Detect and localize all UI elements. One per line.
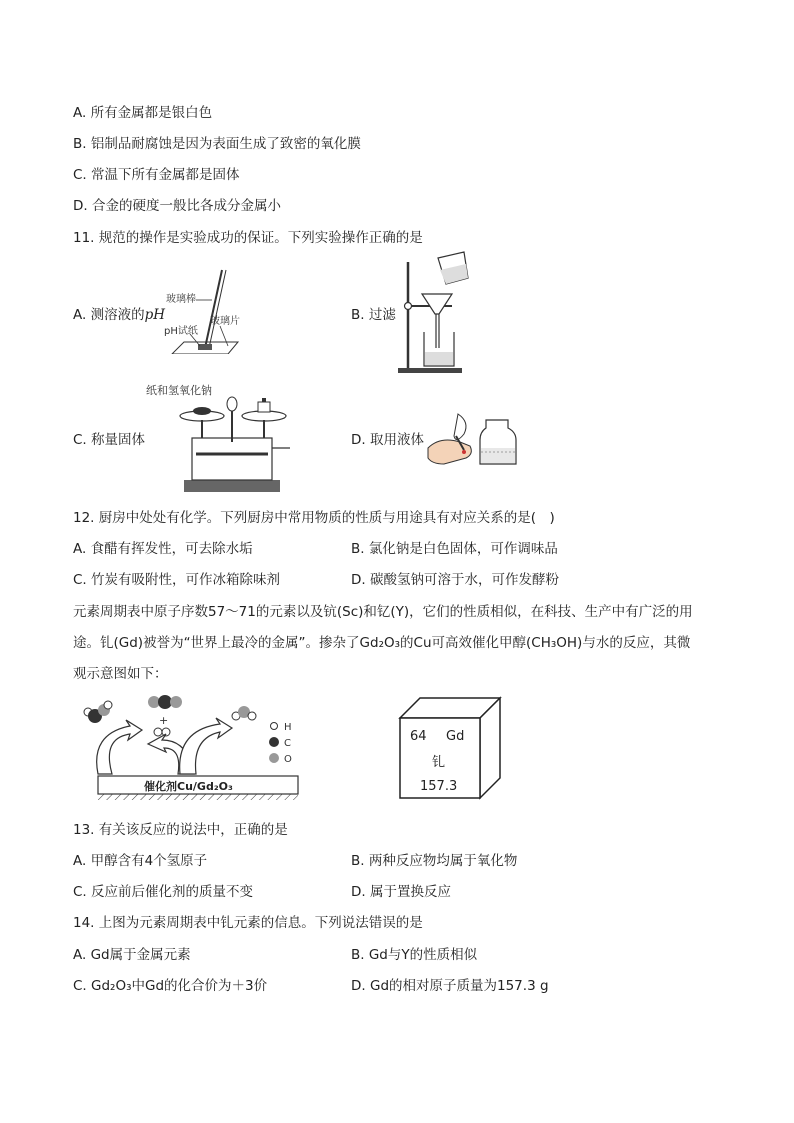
droplet	[462, 450, 466, 454]
q11-option-c: C. 称量固体	[73, 432, 146, 448]
atomic-number: 64	[410, 729, 427, 744]
clamp-screw	[405, 303, 412, 310]
balance-figure	[144, 380, 294, 496]
balance-knob	[227, 397, 237, 411]
balance-caption: 纸和氢氧化钠	[146, 384, 212, 397]
passage-line-2: 途。钆(Gd)被誉为“世界上最冷的金属”。掺杂了Gd₂O₃的Cu可高效催化甲醇(CH₃OH)与水的反应，其微	[73, 635, 691, 651]
legend-c-marker	[269, 737, 279, 747]
q13-option-d: D. 属于置换反应	[351, 884, 451, 900]
glass-rod	[205, 270, 222, 348]
q11-option-a	[73, 306, 165, 324]
filtrate	[425, 352, 453, 365]
q14-option-a: A. Gd属于金属元素	[73, 947, 191, 963]
hydrogen-molecule	[154, 728, 170, 736]
methanol-molecule	[84, 701, 112, 723]
q12-option-a: A. 食醋有挥发性，可去除水垢	[73, 541, 253, 557]
q14-option-d: D. Gd的相对原子质量为157.3 g	[351, 978, 549, 994]
catalyst-label: 催化剂Cu/Gd₂O₃	[144, 780, 233, 793]
water-molecule	[232, 706, 256, 720]
legend-c: C	[284, 738, 291, 749]
liquid-figure	[426, 408, 522, 468]
passage-line-1: 元素周期表中原子序数57～71的元素以及钪(Sc)和钇(Y)，它们的性质相似，在科技、生产中有广泛的用	[73, 604, 693, 620]
arrow-in-water	[180, 718, 232, 774]
legend-h-marker	[271, 723, 278, 730]
q14-stem: 14. 上图为元素周期表中钆元素的信息。下列说法错误的是	[73, 915, 423, 931]
reaction-diagram	[70, 692, 310, 802]
q12-option-b: B. 氯化钠是白色固体，可作调味品	[351, 541, 558, 557]
q11-option-a-ph: pH	[144, 307, 166, 323]
dropper-bulb	[454, 414, 466, 440]
element-name: 钆	[432, 755, 446, 770]
q12-option-c: C. 竹炭有吸附性，可作冰箱除味剂	[73, 572, 281, 588]
atomic-mass: 157.3	[420, 779, 458, 794]
q10-option-d: D. 合金的硬度一般比各成分金属小	[73, 198, 281, 214]
plate-pointer	[220, 326, 228, 346]
balance-body	[192, 438, 272, 480]
filtration-figure	[394, 248, 470, 374]
arrow-in-methanol	[97, 720, 142, 774]
legend-o-marker	[269, 753, 279, 763]
ph-test-figure	[160, 262, 250, 354]
q10-option-b: B. 铝制品耐腐蚀是因为表面生成了致密的氧化膜	[73, 136, 361, 152]
paper-label: pH试纸	[164, 326, 198, 337]
weight-knob	[262, 398, 266, 402]
plus-sign: +	[159, 714, 169, 727]
q13-option-a: A. 甲醇含有4个氢原子	[73, 853, 208, 869]
sodium-hydroxide	[193, 407, 211, 415]
rod-label: 玻璃棒	[166, 294, 196, 305]
element-tile	[396, 694, 506, 802]
catalyst-hatch	[98, 794, 298, 800]
funnel	[422, 294, 452, 314]
q13-option-b: B. 两种反应物均属于氧化物	[351, 853, 518, 869]
element-symbol: Gd	[446, 729, 465, 744]
q12-stem: 12. 厨房中处处有化学。下列厨房中常用物质的性质与用途具有对应关系的是( )	[73, 510, 555, 526]
legend-o: O	[284, 754, 292, 765]
q13-stem: 13. 有关该反应的说法中，正确的是	[73, 822, 288, 838]
q12-option-d: D. 碳酸氢钠可溶于水，可作发酵粉	[351, 572, 559, 588]
reagent-liquid	[481, 448, 515, 463]
q14-option-b: B. Gd与Y的性质相似	[351, 947, 478, 963]
plate-label: 玻璃片	[210, 316, 240, 327]
stand-base	[398, 368, 462, 373]
q11-stem: 11. 规范的操作是实验成功的保证。下列实验操作正确的是	[73, 230, 423, 246]
q10-option-c: C. 常温下所有金属都是固体	[73, 167, 240, 183]
weight	[258, 402, 270, 412]
legend-h: H	[284, 722, 292, 733]
q11-option-b: B. 过滤	[351, 307, 396, 323]
q10-option-a: A. 所有金属都是银白色	[73, 105, 213, 121]
ph-paper	[198, 344, 212, 350]
q11-option-a-label: A. 测溶液的	[73, 307, 145, 323]
co2-molecule	[148, 695, 182, 709]
q13-option-c: C. 反应前后催化剂的质量不变	[73, 884, 254, 900]
q14-option-c: C. Gd₂O₃中Gd的化合价为＋3价	[73, 978, 268, 994]
q11-option-d: D. 取用液体	[351, 432, 424, 448]
balance-base	[184, 480, 280, 492]
glass-rod-edge	[209, 270, 226, 348]
passage-line-3: 观示意图如下：	[73, 666, 168, 682]
